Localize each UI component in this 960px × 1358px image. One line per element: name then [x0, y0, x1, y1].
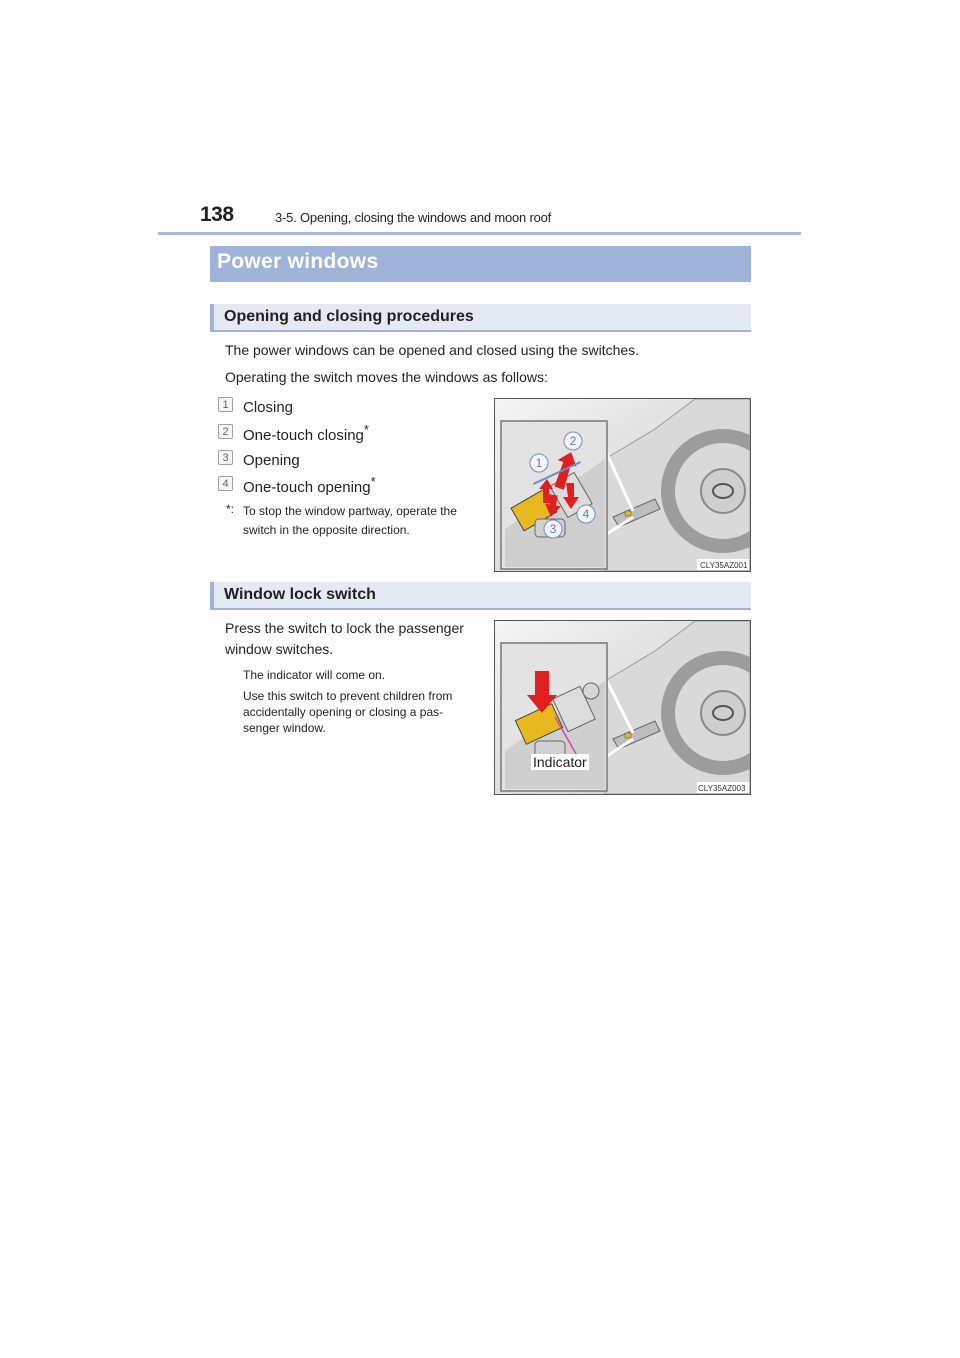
- note-line-2: accidentally opening or closing a pas-: [243, 705, 444, 719]
- callout-2: 2: [569, 434, 577, 448]
- callout-3: 3: [549, 522, 557, 536]
- note-line-1: Use this switch to prevent children from: [243, 689, 453, 703]
- section-title: Power windows: [217, 250, 379, 273]
- subsection-heading: Window lock switch: [224, 586, 376, 603]
- subsection-opening-closing: [210, 304, 751, 332]
- list-item: Opening: [243, 452, 300, 469]
- lock-text-line-1: Press the switch to lock the passenger: [225, 620, 464, 636]
- subsection-heading: Opening and closing procedures: [224, 308, 474, 325]
- item-number-2: 2: [218, 424, 233, 439]
- item-number-3: 3: [218, 450, 233, 465]
- callout-4: 4: [582, 507, 590, 521]
- footnote-line-2: switch in the opposite direction.: [243, 523, 410, 537]
- figure-window-lock-switch: [494, 620, 751, 795]
- footnote-mark: *:: [226, 502, 235, 516]
- intro-text-2: Operating the switch moves the windows as follows:: [225, 369, 548, 385]
- figure-code: CLY35AZ001: [700, 561, 748, 570]
- item-number-4: 4: [218, 476, 233, 491]
- callout-1: 1: [535, 456, 543, 470]
- section-banner: [210, 246, 751, 282]
- list-item: One-touch opening*: [243, 474, 376, 496]
- window-switch-illustration: [495, 399, 750, 571]
- list-item: Closing: [243, 399, 294, 416]
- indicator-label: Indicator: [533, 754, 587, 770]
- list-item: One-touch closing*: [243, 422, 369, 444]
- header-rule: [158, 232, 801, 235]
- page-number: 138: [200, 203, 234, 226]
- lock-text-line-2: window switches.: [225, 641, 334, 657]
- subsection-window-lock: [210, 582, 751, 610]
- note-indicator: The indicator will come on.: [243, 668, 386, 682]
- item-number-1: 1: [218, 397, 233, 412]
- intro-text-1: The power windows can be opened and closed using the switches.: [225, 342, 640, 358]
- footnote-line-1: To stop the window partway, operate the: [243, 504, 457, 518]
- chapter-title: 3-5. Opening, closing the windows and moon roof: [275, 210, 552, 225]
- figure-code: CLY35AZ003: [698, 784, 746, 793]
- note-line-3: senger window.: [243, 721, 326, 735]
- figure-window-switch: [494, 398, 751, 572]
